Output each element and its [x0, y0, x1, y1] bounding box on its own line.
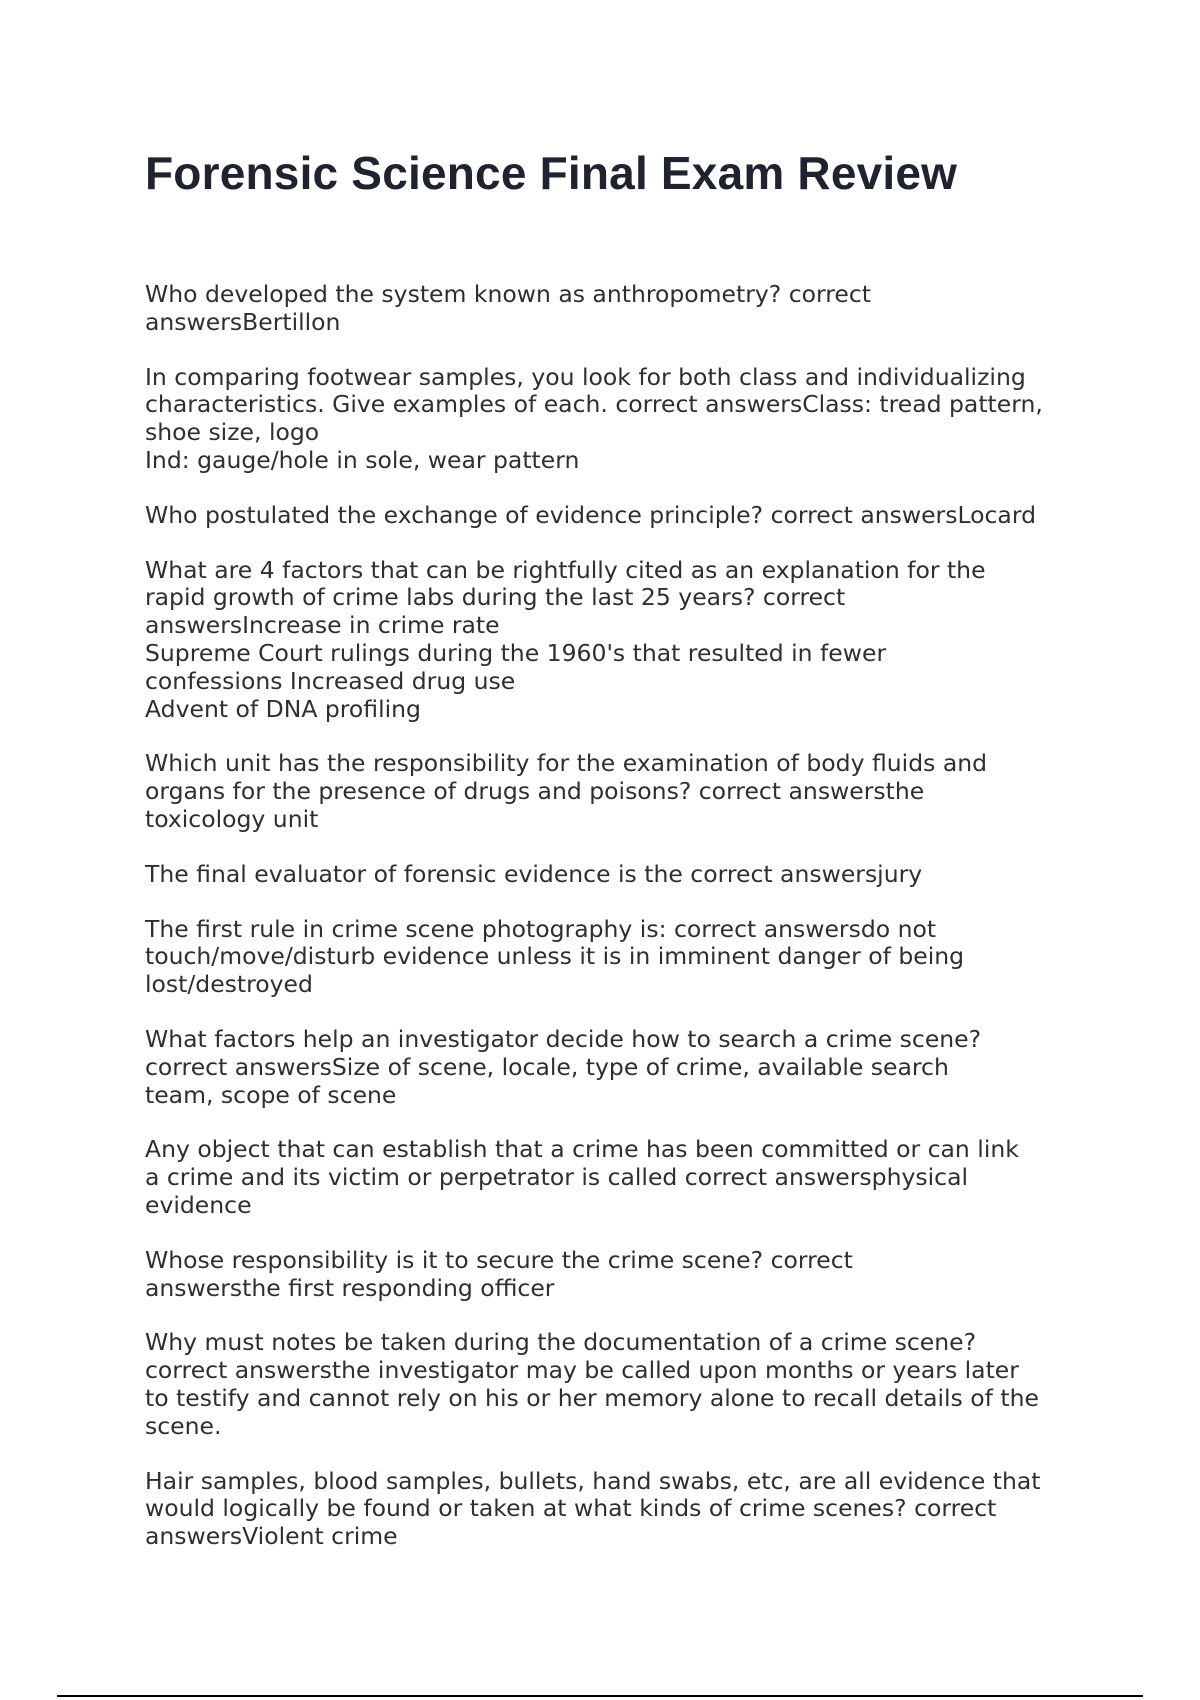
qa-item: Any object that can establish that a crime has been committed or can link a crime and its victim or perpetrator is called correct answersphysical evidence: [145, 1135, 1019, 1219]
document-page: [145, 0, 1080, 1578]
page-title: Forensic Science Final Exam Review: [145, 147, 958, 199]
qa-list: [145, 281, 1080, 1551]
qa-item: In comparing footwear samples, you look for both class and individualizing characteristics. Give examples of each. correct answersClass: tread pattern, shoe size, logo Ind: gauge/hole in sole, wear pattern: [145, 362, 1043, 474]
qa-item: The final evaluator of forensic evidence is the correct answersjury: [145, 859, 923, 888]
qa-item: Hair samples, blood samples, bullets, hand swabs, etc, are all evidence that would logically be found or taken at what kinds of crime scenes? correct answersViolent crime: [145, 1466, 1041, 1551]
qa-item: Which unit has the responsibility for the examination of body fluids and organs for the presence of drugs and poisons? correct answersthe toxicology unit: [145, 749, 988, 833]
qa-item: Why must notes be taken during the documentation of a crime scene? correct answersthe investigator may be called upon months or years later to testify and cannot rely on his or her memory alone to recall details of the scene.: [145, 1328, 1039, 1440]
qa-item: What are 4 factors that can be rightfully cited as an explanation for the rapid growth of crime labs during the last 25 years? correct answersIncrease in crime rate Supreme Court rulings during the 1960's that resulted in fewer confessions Increased drug use Advent of DNA profiling: [145, 555, 986, 723]
qa-item: Who postulated the exchange of evidence principle? correct answersLocard: [145, 500, 1036, 529]
qa-item: Whose responsibility is it to secure the crime scene? correct answersthe first responding officer: [145, 1245, 853, 1302]
qa-item: The first rule in crime scene photography is: correct answersdo not touch/move/disturb evidence unless it is in imminent danger of being lost/destroyed: [145, 914, 965, 999]
qa-item: Who developed the system known as anthropometry? correct answersBertillon: [145, 280, 872, 336]
qa-item: What factors help an investigator decide how to search a crime scene? correct answersSize of scene, locale, type of crime, available search team, scope of scene: [145, 1024, 982, 1109]
footer-divider: [57, 1695, 1143, 1697]
